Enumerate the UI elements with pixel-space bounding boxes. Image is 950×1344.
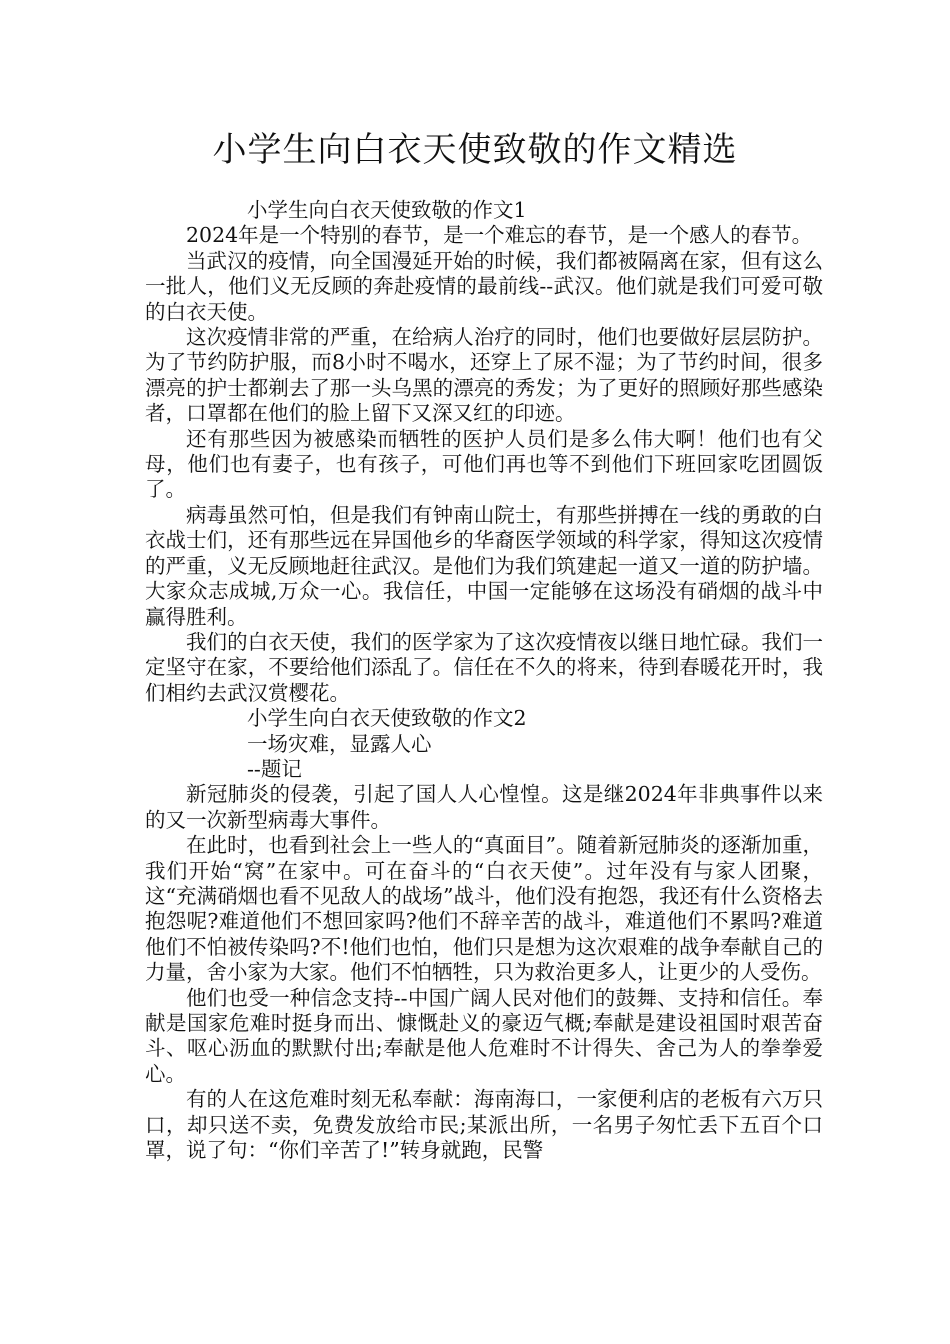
paragraph: 我们的白衣天使，我们的医学家为了这次疫情夜以继日地忙碌。我们一定坚守在家，不要给他们添乱了。信任在不久的将来，待到春暖花开时，我们相约去武汉赏樱花。: [145, 629, 823, 705]
paragraph: 2024年是一个特别的春节，是一个难忘的春节，是一个感人的春节。: [186, 223, 813, 248]
paragraph: 这次疫情非常的严重，在给病人治疗的同时，他们也要做好层层防护。为了节约防护服，而8小时不喝水，还穿上了尿不湿；为了节约时间，很多漂亮的护士都剃去了那一头乌黑的漂亮的秀发；为了更好的照顾好那些感染者，口罩都在他们的脸上留下又深又红的印迹。: [145, 325, 823, 426]
section-heading: 小学生向白衣天使致敬的作文1: [247, 198, 527, 222]
paragraph: 他们也受一种信念支持--中国广阔人民对他们的鼓舞、支持和信任。奉献是国家危难时挺身而出、慷慨赴义的豪迈气概;奉献是建设祖国时艰苦奋斗、呕心沥血的默默付出;奉献是他人危难时不计得失、舍己为人的拳拳爱心。: [145, 985, 823, 1086]
section-epigraph: --题记: [247, 756, 302, 781]
section-heading: 小学生向白衣天使致敬的作文2: [247, 706, 527, 731]
paragraph: 在此时，也看到社会上一些人的“真面目”。随着新冠肺炎的逐渐加重，我们开始“窝”在家中。可在奋斗的“白衣天使”。过年没有与家人团聚，这“充满硝烟也看不见敌人的战场”战斗，他们没有抱怨，我还有什么资格去抱怨呢?难道他们不想回家吗?他们不辞辛苦的战斗，难道他们不累吗?难道他们不怕被传染吗?不!他们也怕，他们只是想为这次艰难的战争奉献自己的力量，舍小家为大家。他们不怕牺牲，只为救治更多人，让更少的人受伤。: [145, 833, 823, 985]
section-subtitle: 一场灾难，显露人心: [247, 731, 432, 756]
document-body: [145, 198, 823, 1163]
paragraph: 新冠肺炎的侵袭，引起了国人人心惶惶。这是继2024年非典事件以来的又一次新型病毒大事件。: [145, 782, 823, 832]
paragraph: 当武汉的疫情，向全国漫延开始的时候，我们都被隔离在家，但有这么一批人，他们义无反顾的奔赴疫情的最前线--武汉。他们就是我们可爱可敬的白衣天使。: [145, 248, 823, 324]
document-title: 小学生向白衣天使致敬的作文精选: [212, 130, 738, 170]
paragraph: 有的人在这危难时刻无私奉献：海南海口，一家便利店的老板有六万只口，却只送不卖，免费发放给市民;某派出所，一名男子匆忙丢下五百个口罩，说了句：“你们辛苦了!”转身就跑，民警: [145, 1087, 823, 1163]
paragraph: 病毒虽然可怕，但是我们有钟南山院士，有那些拼搏在一线的勇敢的白衣战士们，还有那些远在异国他乡的华裔医学领域的科学家，得知这次疫情的严重，义无反顾地赶往武汉。是他们为我们筑建起一道又一道的防护墙。大家众志成城,万众一心。我信任，中国一定能够在这场没有硝烟的战斗中赢得胜利。: [145, 502, 823, 629]
paragraph: 还有那些因为被感染而牺牲的医护人员们是多么伟大啊！他们也有父母，他们也有妻子，也有孩子，可他们再也等不到他们下班回家吃团圆饭了。: [145, 426, 823, 502]
